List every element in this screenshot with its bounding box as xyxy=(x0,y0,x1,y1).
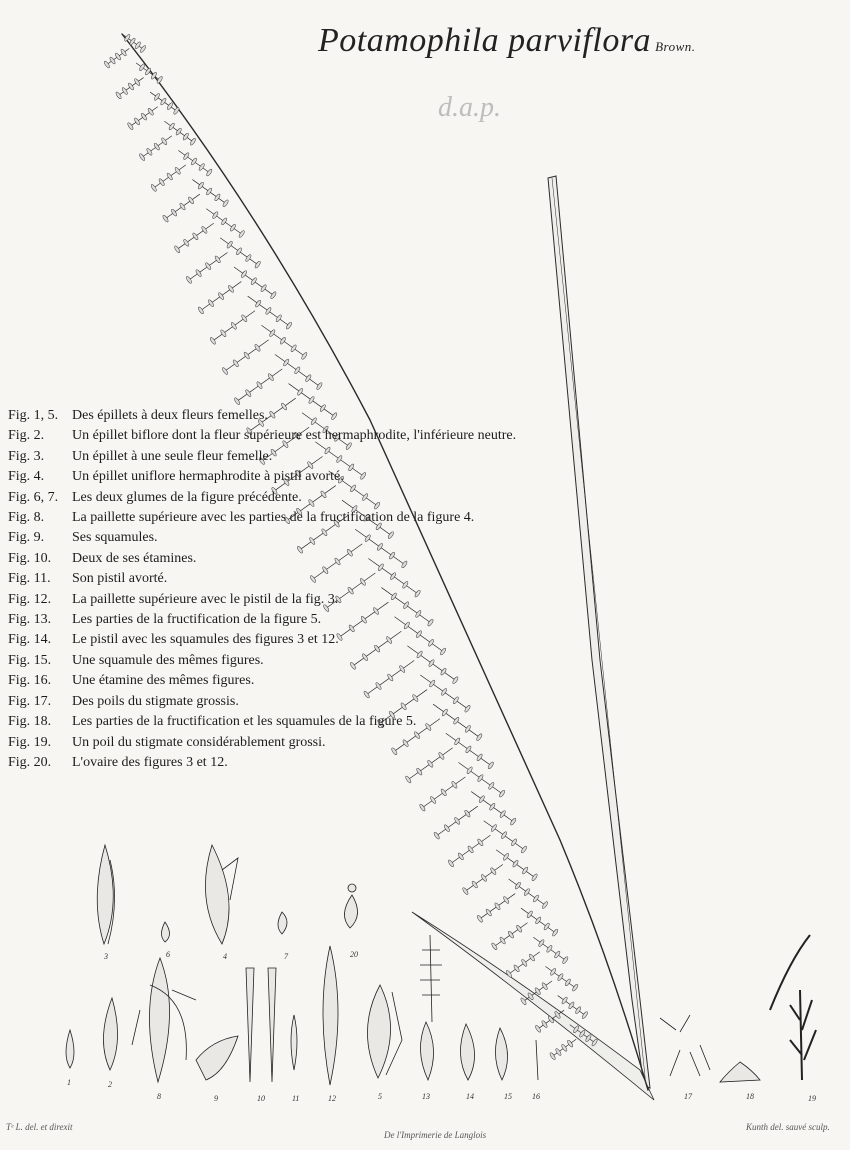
spikelet xyxy=(502,853,509,861)
author-name: Brown. xyxy=(655,39,696,54)
spikelet xyxy=(256,381,263,389)
fig-7-glume xyxy=(278,912,287,934)
figure-label-18: 18 xyxy=(746,1092,754,1101)
spikelet xyxy=(269,329,276,337)
spikelet xyxy=(541,982,548,990)
spikelet xyxy=(127,122,134,130)
fig-5 xyxy=(367,985,390,1078)
fig-2 xyxy=(103,998,117,1070)
spikelet xyxy=(243,351,250,359)
legend-row xyxy=(8,467,578,487)
species-name: Potamophila parviflora xyxy=(318,22,652,59)
figure-label-8: 8 xyxy=(157,1092,161,1101)
spikelet xyxy=(207,299,214,307)
spikelet xyxy=(174,245,181,253)
spikelet xyxy=(161,137,168,145)
legend-description: L'ovaire des figures 3 et 12. xyxy=(72,754,228,770)
spikelet xyxy=(140,112,147,120)
legend-row xyxy=(8,651,578,671)
figure-label-3: 3 xyxy=(104,952,108,961)
spikelet xyxy=(488,782,495,790)
spikelet xyxy=(316,382,323,390)
spikelet xyxy=(478,795,485,803)
legend-description: Son pistil avorté. xyxy=(72,571,168,587)
figure-label-1: 1 xyxy=(67,1078,71,1087)
fig-8 xyxy=(149,958,169,1082)
spikelet xyxy=(240,270,247,278)
spikelet xyxy=(212,211,219,219)
spikelet xyxy=(429,796,436,804)
sheath-leaf xyxy=(412,912,654,1100)
legend-description: Des poils du stigmate grossis. xyxy=(72,693,239,709)
spikelet xyxy=(185,276,192,284)
fig-13-hairs xyxy=(420,935,442,1022)
legend-description: Des épillets à deux fleurs femelles. xyxy=(72,408,268,423)
spikelet xyxy=(541,901,548,909)
fig-11 xyxy=(291,1015,297,1070)
spikelet xyxy=(521,866,528,874)
legend-row xyxy=(8,508,578,528)
legend-figure-number: Fig. 14. xyxy=(8,632,52,648)
spikelet xyxy=(270,291,277,299)
spikelet xyxy=(206,168,213,176)
legend-description: Les parties de la fructification et les squamules de la figure 5. xyxy=(72,714,417,730)
fig-17 xyxy=(660,1015,710,1076)
spikelet xyxy=(490,867,497,875)
legend-figure-number: Fig. 11. xyxy=(8,571,51,587)
spikelet xyxy=(561,1044,568,1052)
spikelet xyxy=(182,132,189,140)
spikelet xyxy=(419,803,426,811)
fig-3-spikelet xyxy=(97,845,113,944)
spikelet xyxy=(166,102,173,110)
spikelet xyxy=(147,108,154,116)
spikelet xyxy=(564,978,571,986)
legend-description: Les parties de la fructification de la figure 5. xyxy=(72,612,322,628)
legend-figure-number: Fig. 10. xyxy=(8,550,52,566)
legend-row xyxy=(8,488,578,508)
spikelet xyxy=(127,82,134,90)
spikelet xyxy=(238,230,245,238)
legend-figure-number: Fig. 20. xyxy=(8,754,52,770)
spikelet xyxy=(254,260,261,268)
spikelet xyxy=(134,78,141,86)
spikelet xyxy=(245,254,252,262)
legend-figure-number: Fig. 9. xyxy=(8,530,45,546)
figure-label-11: 11 xyxy=(292,1094,300,1103)
spikelet xyxy=(255,299,262,307)
spikelet xyxy=(139,45,146,53)
spikelet xyxy=(214,255,221,263)
credit-center: De l'Imprimerie de Langlois xyxy=(384,1130,487,1140)
spikelet xyxy=(512,859,519,867)
spikelet xyxy=(531,873,538,881)
legend-description: La paillette supérieure avec le pistil de la fig. 3. xyxy=(72,591,339,607)
spikelet xyxy=(532,894,539,902)
spikelet xyxy=(572,983,579,991)
spikelet xyxy=(168,122,175,130)
legend-description: Un épillet à une seule fleur femelle. xyxy=(72,448,273,464)
credit-left: Tᵉ L. del. et direxit xyxy=(6,1122,73,1132)
legend-figure-number: Fig. 8. xyxy=(8,510,45,526)
spikelet xyxy=(162,214,169,222)
figure-label-4: 4 xyxy=(223,952,227,961)
spikelet xyxy=(440,788,447,796)
spikelet xyxy=(457,852,464,860)
spikelet xyxy=(183,239,190,247)
spikelet xyxy=(201,226,208,234)
fig-1 xyxy=(66,1030,74,1068)
figure-label-13: 13 xyxy=(422,1092,430,1101)
spikelet xyxy=(179,202,186,210)
spikelet xyxy=(405,775,412,783)
spikelet xyxy=(187,196,194,204)
spikelet xyxy=(515,925,522,933)
spikelet xyxy=(514,881,521,889)
legend-description: Les deux glumes de la figure précédente. xyxy=(72,489,302,505)
spikelet xyxy=(150,184,157,192)
fig-12 xyxy=(323,946,338,1085)
spikelet xyxy=(221,367,228,375)
spikelet xyxy=(499,810,506,818)
figure-label-16: 16 xyxy=(532,1092,540,1101)
spikelet xyxy=(146,148,153,156)
fig-18 xyxy=(720,1062,760,1082)
plate-subtitle: d.a.p. xyxy=(438,92,501,123)
legend-description: Ses squamules. xyxy=(72,530,158,546)
spikelet xyxy=(241,314,248,322)
spikelet xyxy=(464,809,471,817)
spikelet xyxy=(477,838,484,846)
spikelet xyxy=(305,374,312,382)
spikelet xyxy=(513,964,520,972)
spikelet xyxy=(581,1011,588,1019)
figure-label-9: 9 xyxy=(214,1094,218,1103)
spikelet xyxy=(195,269,202,277)
spikelet xyxy=(443,824,450,832)
spikelet xyxy=(121,87,128,95)
legend-figure-number: Fig. 3. xyxy=(8,448,45,464)
spikelet xyxy=(546,945,553,953)
legend-figure-number: Fig. 12. xyxy=(8,591,52,607)
spikelet xyxy=(283,358,290,366)
spikelet xyxy=(290,344,297,352)
spikelet xyxy=(285,321,292,329)
spikelet xyxy=(153,93,160,101)
spikelet xyxy=(503,896,510,904)
spikelet xyxy=(555,1048,562,1056)
fig-20-ovary xyxy=(344,895,357,928)
spikelet xyxy=(205,187,212,195)
spikelet xyxy=(476,915,483,923)
spikelet xyxy=(160,97,167,105)
spikelet xyxy=(510,817,517,825)
spikelet xyxy=(471,880,478,888)
spikelet xyxy=(189,138,196,146)
fig-13 xyxy=(420,1022,433,1080)
spikelet xyxy=(275,314,282,322)
spikelet xyxy=(490,824,497,832)
spikelet xyxy=(520,845,527,853)
spikelet xyxy=(245,389,252,397)
figure-label-12: 12 xyxy=(328,1094,336,1103)
spikelet xyxy=(494,902,501,910)
spikelet xyxy=(557,973,564,981)
spikelet xyxy=(308,396,315,404)
spikelet xyxy=(538,939,545,947)
spikelet xyxy=(294,366,301,374)
legend-row xyxy=(8,549,578,569)
legend-row xyxy=(8,753,578,773)
spikelet xyxy=(103,60,110,68)
spikelet xyxy=(566,1039,573,1047)
spikelet xyxy=(230,322,237,330)
legend-row xyxy=(8,447,578,467)
spikelet xyxy=(433,831,440,839)
spikelet xyxy=(183,152,190,160)
spikelet xyxy=(138,63,145,71)
legend-figure-number: Fig. 15. xyxy=(8,652,52,668)
spikelet xyxy=(217,292,224,300)
figure-label-17: 17 xyxy=(684,1092,692,1101)
spikelet xyxy=(190,157,197,165)
spikelet xyxy=(250,277,257,285)
spikelet xyxy=(175,127,182,135)
spikelet xyxy=(485,908,492,916)
fig-9 xyxy=(196,1036,238,1080)
spikelet xyxy=(528,953,535,961)
spikelet xyxy=(499,936,506,944)
spikelet xyxy=(526,910,533,918)
spikelet xyxy=(301,352,308,360)
fig-4-spikelet xyxy=(205,845,229,944)
spikelet xyxy=(521,959,528,967)
figure-label-5: 5 xyxy=(378,1092,382,1101)
spikelet xyxy=(561,996,568,1004)
spikelet xyxy=(267,373,274,381)
spikelet xyxy=(467,845,474,853)
spikelet xyxy=(220,217,227,225)
spikelet xyxy=(549,1052,556,1060)
spikelet xyxy=(138,153,145,161)
spikelet xyxy=(133,117,140,125)
legend-description: Le pistil avec les squamules des figures 3 et 12. xyxy=(72,632,339,648)
spikelet xyxy=(534,1025,541,1033)
legend-description: Une étamine des mêmes figures. xyxy=(72,673,255,689)
spikelet xyxy=(543,922,550,930)
spikelet xyxy=(235,247,242,255)
fig-15 xyxy=(495,1028,507,1080)
spikelet xyxy=(254,344,261,352)
spikelet xyxy=(507,930,514,938)
figure-label-19: 19 xyxy=(808,1094,816,1103)
fig-14 xyxy=(460,1024,474,1080)
legend-figure-number: Fig. 17. xyxy=(8,693,52,709)
spikelet xyxy=(549,968,556,976)
spikelet xyxy=(134,41,141,49)
spikelet xyxy=(209,337,216,345)
legend-figure-number: Fig. 16. xyxy=(8,673,52,689)
spikelet xyxy=(198,163,205,171)
legend-description: Un épillet uniflore hermaphrodite à pistil avorté. xyxy=(72,469,344,485)
legend-figure-number: Fig. 4. xyxy=(8,469,45,485)
spikelet xyxy=(498,789,505,797)
legend-description: La paillette supérieure avec les parties de la fructification de la figure 4. xyxy=(72,510,475,526)
legend-figure-number: Fig. 1, 5. xyxy=(8,408,59,423)
fig-19 xyxy=(790,990,816,1080)
spikelet xyxy=(480,874,487,882)
spikelet xyxy=(500,831,507,839)
legend-figure-number: Fig. 18. xyxy=(8,714,52,730)
spikelet xyxy=(226,241,233,249)
figure-label-15: 15 xyxy=(504,1092,512,1101)
spikelet xyxy=(510,838,517,846)
spikelet xyxy=(296,388,303,396)
spikelet xyxy=(260,284,267,292)
spikelet xyxy=(491,942,498,950)
legend-figure-number: Fig. 19. xyxy=(8,734,52,750)
spikelet xyxy=(197,181,204,189)
spikelet xyxy=(562,956,569,964)
figure-label-20: 20 xyxy=(350,950,358,959)
spikelet xyxy=(451,781,458,789)
spikelet xyxy=(214,193,221,201)
spikelet xyxy=(454,817,461,825)
legend-row xyxy=(8,528,578,548)
legend-row xyxy=(8,569,578,589)
spikelet xyxy=(114,52,121,60)
spikelet xyxy=(447,859,454,867)
spikelet xyxy=(489,803,496,811)
spikelet xyxy=(197,306,204,314)
figure-label-6: 6 xyxy=(166,950,170,959)
spikelet xyxy=(120,48,127,56)
figure-label-10: 10 xyxy=(257,1094,265,1103)
plate-title xyxy=(318,22,696,60)
spikelet xyxy=(115,91,122,99)
legend-figure-number: Fig. 6, 7. xyxy=(8,489,59,505)
figure-label-2: 2 xyxy=(108,1080,112,1089)
spikelet xyxy=(541,1020,548,1028)
legend-row xyxy=(8,692,578,712)
spikelet xyxy=(477,774,484,782)
legend-row xyxy=(8,426,578,446)
figure-legend xyxy=(8,406,578,773)
dissection-figures xyxy=(66,845,816,1085)
spikelet xyxy=(520,997,527,1005)
spikelet xyxy=(129,37,136,45)
spikelet xyxy=(265,307,272,315)
spikelet xyxy=(462,887,469,895)
figure-label-7: 7 xyxy=(284,952,288,961)
spikelet xyxy=(229,224,236,232)
spikelet xyxy=(170,208,177,216)
spikelet xyxy=(575,1006,582,1014)
legend-figure-number: Fig. 2. xyxy=(8,428,45,444)
spikelet xyxy=(227,285,234,293)
legend-description: Un poil du stigmate considérablement grossi. xyxy=(72,734,326,750)
spikelet xyxy=(205,262,212,270)
legend-description: Un épillet biflore dont la fleur supérieure est hermaphrodite, l'inférieure neutre. xyxy=(72,428,517,444)
spikelet xyxy=(523,888,530,896)
legend-description: Deux de ses étamines. xyxy=(72,550,197,566)
legend-description: Une squamule des mêmes figures. xyxy=(72,652,264,668)
spikelet xyxy=(158,178,165,186)
spikelet xyxy=(109,56,116,64)
spikelet xyxy=(535,916,542,924)
spikelet xyxy=(233,397,240,405)
spikelet xyxy=(552,928,559,936)
spikelet xyxy=(174,167,181,175)
spikelet xyxy=(568,1001,575,1009)
credit-right: Kunth del. sauvé sculp. xyxy=(746,1122,830,1132)
fig-10 xyxy=(246,968,254,1082)
legend-row xyxy=(8,733,578,753)
spikelet xyxy=(153,142,160,150)
legend-row xyxy=(8,630,578,650)
legend-row xyxy=(8,671,578,691)
spikelet xyxy=(220,329,227,337)
spikelet xyxy=(192,232,199,240)
figure-label-14: 14 xyxy=(466,1092,474,1101)
spikelet xyxy=(166,172,173,180)
legend-row xyxy=(8,590,578,610)
spikelet xyxy=(222,199,229,207)
legend-figure-number: Fig. 13. xyxy=(8,612,52,628)
fig-16 xyxy=(536,1040,538,1080)
legend-row xyxy=(8,610,578,630)
spikelet xyxy=(279,337,286,345)
legend-row xyxy=(8,712,578,732)
fig-6-glume xyxy=(162,922,170,942)
spikelet xyxy=(554,950,561,958)
legend-row xyxy=(8,406,578,426)
spikelet xyxy=(232,359,239,367)
